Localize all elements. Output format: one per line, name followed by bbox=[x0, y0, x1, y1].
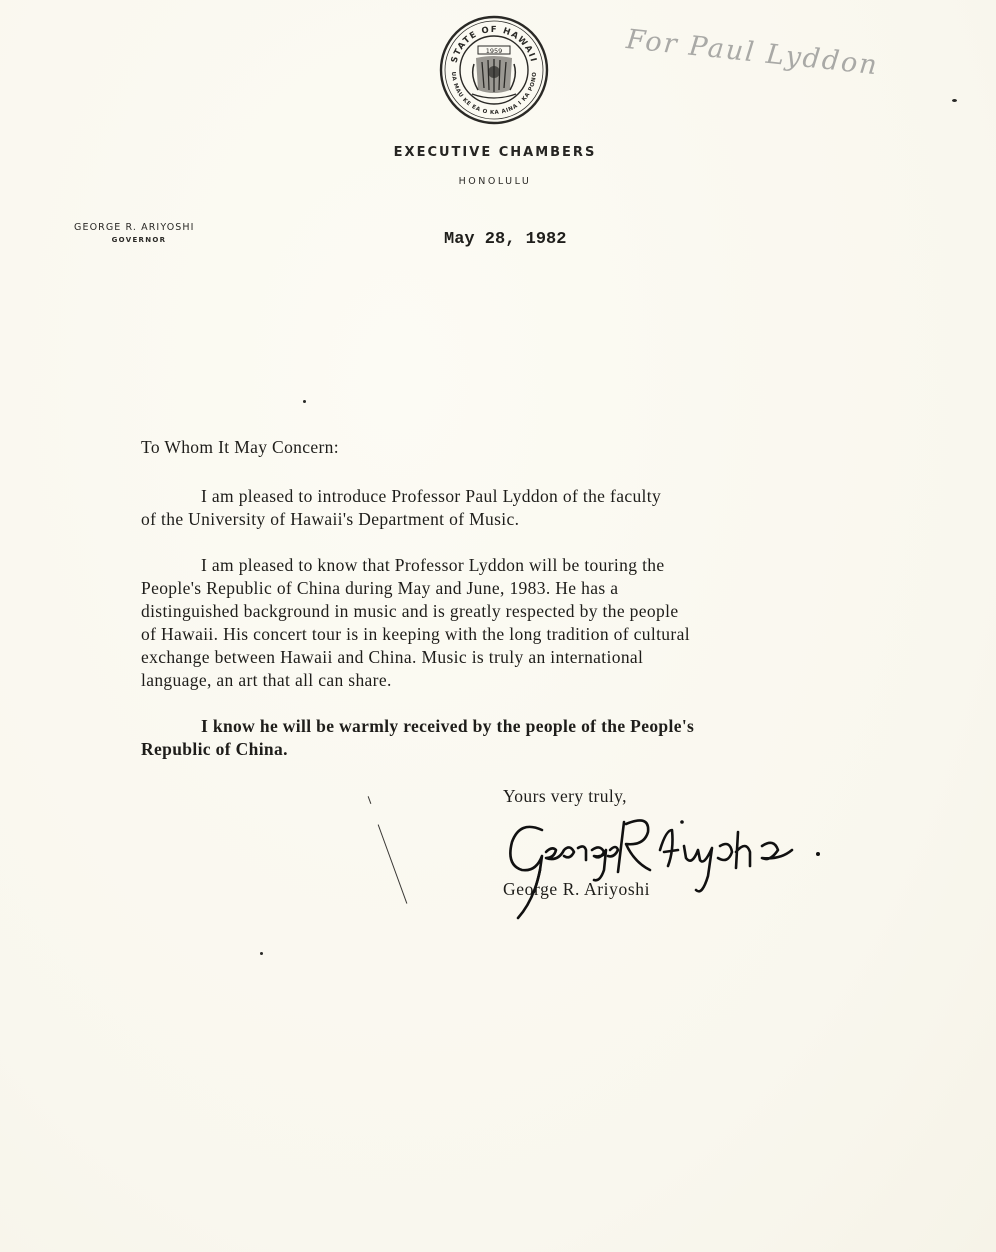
seal-ring-text: STATE OF HAWAII bbox=[449, 24, 539, 65]
letterhead-title: EXECUTIVE CHAMBERS bbox=[393, 145, 597, 160]
paragraph-2-line: of Hawaii. His concert tour is in keeping with the long tradition of cultural bbox=[141, 624, 690, 644]
paragraph-1-line: of the University of Hawaii's Department of Music. bbox=[141, 509, 520, 529]
paragraph-2-line: distinguished background in music and is greatly respected by the people bbox=[141, 601, 679, 621]
letterhead-city: HONOLULU bbox=[458, 176, 532, 187]
handwritten-note: For Paul Lyddon bbox=[624, 24, 881, 82]
seal-motto-text: UA MAU KE EA O KA AINA I KA PONO bbox=[449, 71, 539, 117]
paper-speck bbox=[303, 400, 306, 403]
paragraph-2-line: People's Republic of China during May and June, 1983. He has a bbox=[141, 578, 619, 598]
paragraph-2-line: exchange between Hawaii and China. Music is truly an international bbox=[141, 647, 644, 667]
paper-speck bbox=[260, 952, 263, 955]
signer-name: George R. Ariyoshi bbox=[503, 879, 651, 899]
paragraph-2-line: language, an art that all can share. bbox=[141, 670, 392, 690]
signature bbox=[500, 810, 830, 925]
pen-mark bbox=[378, 824, 408, 903]
paper-speck bbox=[952, 99, 957, 102]
sender-title: GOVERNOR bbox=[111, 236, 167, 244]
state-seal-icon bbox=[438, 14, 550, 126]
paragraph-3-line: Republic of China. bbox=[141, 739, 288, 759]
pen-mark bbox=[368, 796, 372, 804]
closing: Yours very truly, bbox=[503, 786, 627, 806]
sender-name: GEORGE R. ARIYOSHI bbox=[74, 222, 195, 233]
paragraph-3-line: I know he will be warmly received by the people of the People's bbox=[201, 716, 695, 736]
letter-date: May 28, 1982 bbox=[444, 230, 567, 249]
salutation: To Whom It May Concern: bbox=[141, 437, 339, 457]
seal-year: 1959 bbox=[485, 47, 503, 55]
paragraph-1-line: I am pleased to introduce Professor Paul Lyddon of the faculty bbox=[201, 486, 662, 506]
paragraph-2-line: I am pleased to know that Professor Lyddon will be touring the bbox=[201, 555, 665, 575]
